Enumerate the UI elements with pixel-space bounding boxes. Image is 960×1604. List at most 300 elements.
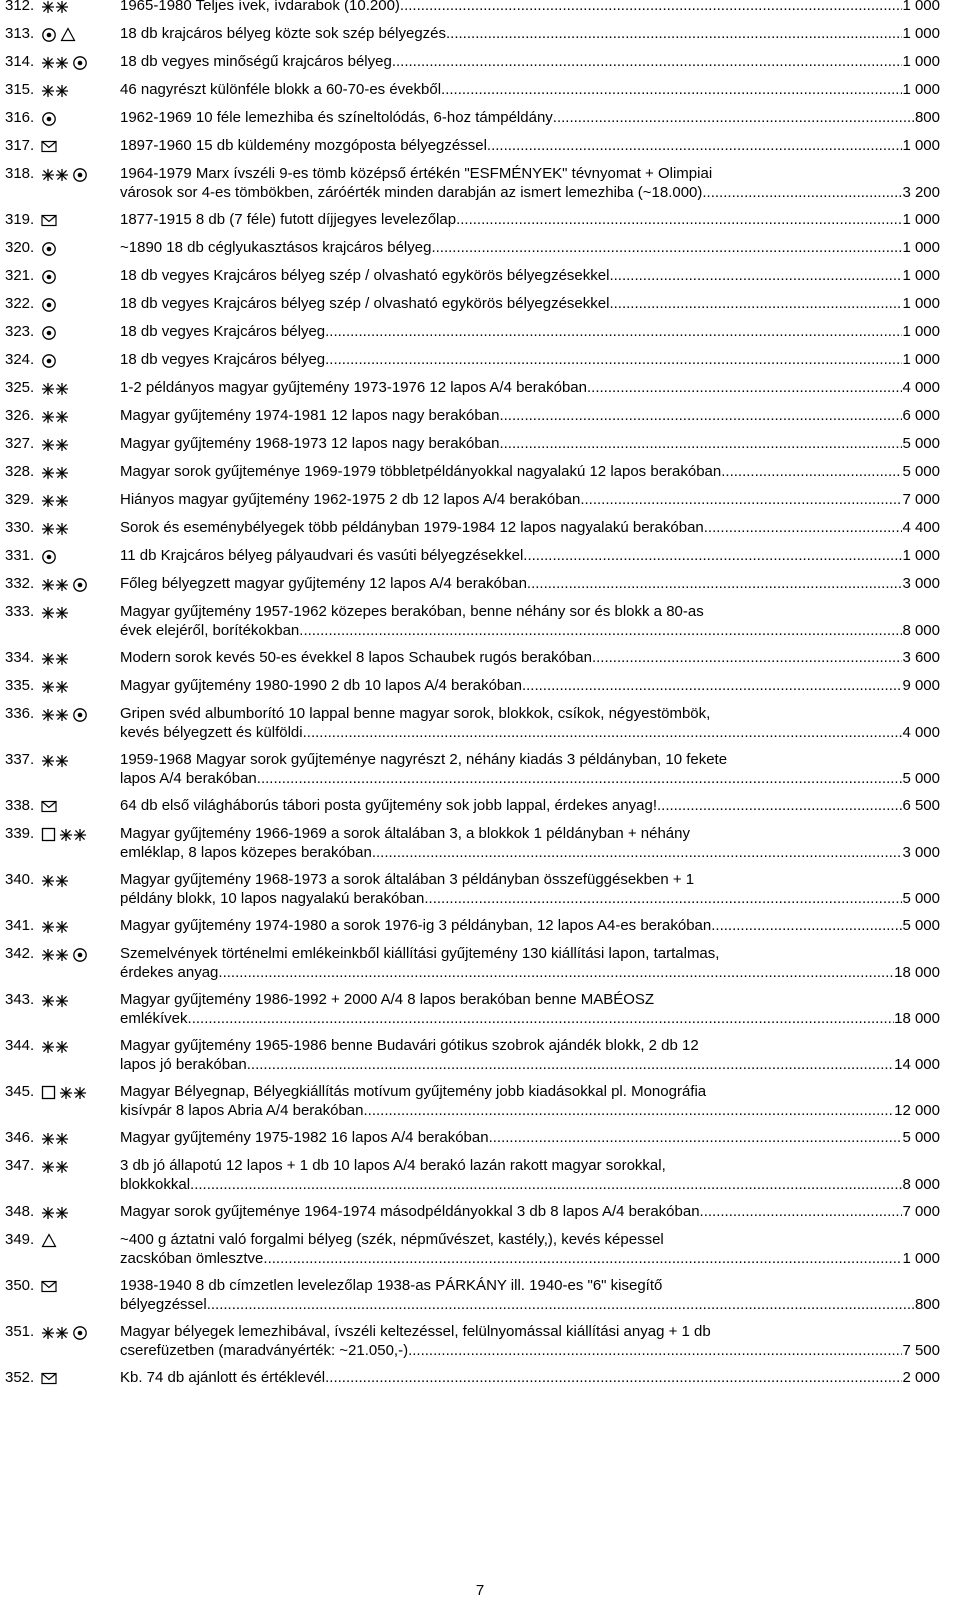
condition-icons bbox=[41, 1276, 120, 1296]
lot-entry bbox=[5, 266, 940, 286]
lot-entry bbox=[5, 648, 940, 668]
dot-leader bbox=[702, 183, 902, 202]
condition-icons bbox=[41, 322, 120, 342]
hinged-triangle-icon bbox=[60, 27, 76, 42]
condition-icons bbox=[41, 164, 120, 184]
dot-leader bbox=[364, 1101, 895, 1120]
dot-leader bbox=[424, 889, 902, 908]
lot-entry bbox=[5, 944, 940, 982]
lot-number: 342. bbox=[5, 945, 35, 962]
lot-entry bbox=[5, 1368, 940, 1388]
mint-stamp-icon bbox=[41, 494, 69, 508]
mint-stamp-icon bbox=[41, 754, 69, 768]
condition-icons bbox=[41, 378, 120, 398]
mint-stamp-icon bbox=[41, 466, 69, 480]
lot-description bbox=[120, 824, 940, 862]
condition-icons bbox=[41, 704, 120, 724]
description-text: emléklap, 8 lapos közepes berakóban bbox=[120, 844, 372, 861]
description-text: Magyar gyűjtemény 1975-1982 16 lapos A/4 berakóban bbox=[120, 1129, 489, 1146]
description-text: lapos jó berakóban bbox=[120, 1056, 247, 1073]
description-text: Kb. 74 db ajánlott és értéklevél bbox=[120, 1369, 326, 1386]
lot-price: 1 000 bbox=[902, 137, 940, 154]
lot-entry bbox=[5, 1036, 940, 1074]
description-last-line bbox=[120, 238, 940, 257]
description-text: érdekes anyag bbox=[120, 964, 219, 981]
description-last-line bbox=[120, 843, 940, 862]
lot-number: 319. bbox=[5, 211, 35, 228]
lot-number: 348. bbox=[5, 1203, 35, 1220]
description-text: 64 db első világháborús tábori posta gyűjtemény sok jobb lappal, érdekes anyag! bbox=[120, 797, 658, 814]
lot-entry bbox=[5, 1082, 940, 1120]
condition-icons bbox=[41, 1036, 120, 1056]
lot-description bbox=[120, 164, 940, 202]
lot-entry bbox=[5, 546, 940, 566]
envelope-cover-icon bbox=[41, 1372, 57, 1385]
condition-icons bbox=[41, 406, 120, 426]
description-last-line bbox=[120, 1175, 940, 1194]
lot-number: 325. bbox=[5, 379, 35, 396]
description-text: Magyar gyűjtemény 1968-1973 12 lapos nagy berakóban bbox=[120, 435, 500, 452]
lot-description bbox=[120, 1036, 940, 1074]
condition-icons bbox=[41, 546, 120, 566]
dot-leader bbox=[553, 108, 915, 127]
square-box-icon bbox=[41, 1085, 56, 1100]
dot-leader bbox=[372, 843, 903, 862]
lot-description bbox=[120, 406, 940, 425]
lot-entry bbox=[5, 796, 940, 816]
lot-price: 8 000 bbox=[902, 622, 940, 639]
lot-entry bbox=[5, 136, 940, 156]
lot-entry bbox=[5, 378, 940, 398]
dot-leader bbox=[441, 80, 902, 99]
lot-description bbox=[120, 24, 940, 43]
lot-entry bbox=[5, 52, 940, 72]
mint-stamp-icon bbox=[41, 84, 69, 98]
lot-price: 4 400 bbox=[902, 519, 940, 536]
lot-description bbox=[120, 238, 940, 257]
lot-number: 332. bbox=[5, 575, 35, 592]
lot-entry bbox=[5, 294, 940, 314]
lot-number: 336. bbox=[5, 705, 35, 722]
dot-leader bbox=[247, 1055, 894, 1074]
condition-icons bbox=[41, 648, 120, 668]
condition-icons bbox=[41, 1128, 120, 1148]
description-text: emlékívek bbox=[120, 1010, 188, 1027]
page-number: 7 bbox=[475, 1582, 485, 1599]
lot-description bbox=[120, 462, 940, 481]
lot-price: 3 000 bbox=[902, 844, 940, 861]
description-line: Magyar gyűjtemény 1986-1992 + 2000 A/4 8 lapos berakóban benne MABÉOSZ bbox=[120, 991, 655, 1008]
lot-price: 1 000 bbox=[902, 211, 940, 228]
description-last-line bbox=[120, 80, 940, 99]
mint-stamp-icon bbox=[41, 708, 69, 722]
lot-price: 5 000 bbox=[902, 917, 940, 934]
condition-icons bbox=[41, 136, 120, 156]
lot-number: 316. bbox=[5, 109, 35, 126]
lot-description bbox=[120, 574, 940, 593]
description-text: 1897-1960 15 db küldemény mozgóposta bélyegzéssel bbox=[120, 137, 487, 154]
lot-number: 317. bbox=[5, 137, 35, 154]
lot-description bbox=[120, 490, 940, 509]
envelope-cover-icon bbox=[41, 800, 57, 813]
lot-description bbox=[120, 1128, 940, 1147]
lot-description bbox=[120, 322, 940, 341]
description-last-line bbox=[120, 462, 940, 481]
description-last-line bbox=[120, 621, 940, 640]
lot-price: 1 000 bbox=[902, 53, 940, 70]
condition-icons bbox=[41, 462, 120, 482]
description-line: ~400 g áztatni való forgalmi bélyeg (szék, népművészet, kastély,), kevés képessel bbox=[120, 1231, 664, 1248]
lot-entry bbox=[5, 574, 940, 594]
description-line: 3 db jó állapotú 12 lapos + 1 db 10 lapos A/4 berakó lazán rakott magyar sorokkal, bbox=[120, 1157, 666, 1174]
description-last-line bbox=[120, 1202, 940, 1221]
description-last-line bbox=[120, 1101, 940, 1120]
description-line: 1964-1979 Marx ívszéli 9-es tömb középső értékén "ESFMÉNYEK" tévnyomat + Olimpiai bbox=[120, 165, 713, 182]
used-stamp-icon bbox=[41, 297, 57, 313]
description-text: 18 db vegyes Krajcáros bélyeg szép / olvasható egykörös bélyegzésekkel bbox=[120, 267, 610, 284]
condition-icons bbox=[41, 574, 120, 594]
used-stamp-icon bbox=[41, 353, 57, 369]
lot-price: 5 000 bbox=[902, 1129, 940, 1146]
description-text: városok sor 4-es tömbökben, záróérték minden darabján az ismert lemezhiba (~18.000) bbox=[120, 184, 703, 201]
description-last-line bbox=[120, 676, 940, 695]
description-text: Magyar sorok gyűjteménye 1964-1974 másodpéldányokkal 3 db 8 lapos A/4 berakóban bbox=[120, 1203, 700, 1220]
description-last-line bbox=[120, 916, 940, 935]
mint-stamp-icon bbox=[41, 56, 69, 70]
lot-number: 323. bbox=[5, 323, 35, 340]
lot-price: 5 000 bbox=[902, 890, 940, 907]
lot-description bbox=[120, 210, 940, 229]
description-last-line bbox=[120, 723, 940, 742]
lot-price: 7 000 bbox=[902, 491, 940, 508]
dot-leader bbox=[721, 462, 902, 481]
lot-entry bbox=[5, 490, 940, 510]
mint-stamp-icon bbox=[41, 1040, 69, 1054]
condition-icons bbox=[41, 1368, 120, 1388]
dot-leader bbox=[446, 24, 902, 43]
dot-leader bbox=[711, 916, 902, 935]
condition-icons bbox=[41, 1202, 120, 1222]
description-last-line bbox=[120, 574, 940, 593]
dot-leader bbox=[257, 769, 903, 788]
lot-entry bbox=[5, 676, 940, 696]
lot-price: 18 000 bbox=[894, 964, 940, 981]
lot-entry bbox=[5, 1156, 940, 1194]
lot-number: 338. bbox=[5, 797, 35, 814]
description-text: Sorok és eseménybélyegek több példányban 1979-1984 12 lapos nagyalakú berakóban bbox=[120, 519, 704, 536]
lot-number: 324. bbox=[5, 351, 35, 368]
mint-stamp-icon bbox=[41, 578, 69, 592]
mint-stamp-icon bbox=[41, 652, 69, 666]
lot-entry bbox=[5, 350, 940, 370]
dot-leader bbox=[325, 322, 902, 341]
lot-price: 1 000 bbox=[902, 267, 940, 284]
description-text: blokkokkal bbox=[120, 1176, 191, 1193]
description-text: 18 db vegyes Krajcáros bélyeg bbox=[120, 323, 326, 340]
lot-description bbox=[120, 1368, 940, 1387]
description-text: példány blokk, 10 lapos nagyalakú berakóban bbox=[120, 890, 425, 907]
lot-price: 4 000 bbox=[902, 379, 940, 396]
dot-leader bbox=[218, 963, 894, 982]
lot-price: 2 000 bbox=[902, 1369, 940, 1386]
condition-icons bbox=[41, 24, 120, 44]
lot-price: 1 000 bbox=[902, 239, 940, 256]
description-last-line bbox=[120, 1368, 940, 1387]
condition-icons bbox=[41, 1082, 120, 1102]
lot-price: 12 000 bbox=[894, 1102, 940, 1119]
description-line: Magyar gyűjtemény 1957-1962 közepes berakóban, benne néhány sor és blokk a 80-as bbox=[120, 603, 704, 620]
lot-number: 313. bbox=[5, 25, 35, 42]
description-text: Hiányos magyar gyűjtemény 1962-1975 2 db 12 lapos A/4 berakóban bbox=[120, 491, 581, 508]
mint-stamp-icon bbox=[41, 680, 69, 694]
lot-number: 329. bbox=[5, 491, 35, 508]
mint-stamp-icon bbox=[41, 948, 69, 962]
description-text: Magyar sorok gyűjteménye 1969-1979 többletpéldányokkal nagyalakú 12 lapos berakóban bbox=[120, 463, 722, 480]
lot-description bbox=[120, 796, 940, 815]
condition-icons bbox=[41, 602, 120, 622]
description-last-line bbox=[120, 963, 940, 982]
lot-description bbox=[120, 870, 940, 908]
dot-leader bbox=[325, 1368, 902, 1387]
mint-stamp-icon bbox=[41, 606, 69, 620]
mint-stamp-icon bbox=[41, 382, 69, 396]
lot-number: 321. bbox=[5, 267, 35, 284]
description-last-line bbox=[120, 518, 940, 537]
lot-description bbox=[120, 546, 940, 565]
description-text: Magyar gyűjtemény 1974-1981 12 lapos nagy berakóban bbox=[120, 407, 500, 424]
lot-price: 4 000 bbox=[902, 724, 940, 741]
lot-number: 352. bbox=[5, 1369, 35, 1386]
condition-icons bbox=[41, 434, 120, 454]
description-text: bélyegzéssel bbox=[120, 1296, 207, 1313]
description-text: lapos A/4 berakóban bbox=[120, 770, 257, 787]
lot-entry bbox=[5, 434, 940, 454]
dot-leader bbox=[190, 1175, 902, 1194]
used-stamp-icon bbox=[72, 167, 88, 183]
dot-leader bbox=[303, 723, 903, 742]
envelope-cover-icon bbox=[41, 214, 57, 227]
lot-description bbox=[120, 1230, 940, 1268]
condition-icons bbox=[41, 990, 120, 1010]
description-text: évek elejéről, borítékokban bbox=[120, 622, 300, 639]
lot-entry bbox=[5, 1276, 940, 1314]
lot-entry bbox=[5, 602, 940, 640]
used-stamp-icon bbox=[72, 577, 88, 593]
lot-description bbox=[120, 1202, 940, 1221]
lot-price: 5 000 bbox=[902, 435, 940, 452]
dot-leader bbox=[188, 1009, 895, 1028]
lot-number: 322. bbox=[5, 295, 35, 312]
dot-leader bbox=[523, 546, 902, 565]
dot-leader bbox=[499, 406, 902, 425]
used-stamp-icon bbox=[72, 707, 88, 723]
lot-price: 7 500 bbox=[902, 1342, 940, 1359]
lot-number: 347. bbox=[5, 1157, 35, 1174]
lot-description bbox=[120, 108, 940, 127]
condition-icons bbox=[41, 944, 120, 964]
lot-price: 18 000 bbox=[894, 1010, 940, 1027]
lot-price: 1 000 bbox=[902, 0, 940, 14]
description-text: Magyar gyűjtemény 1974-1980 a sorok 1976-ig 3 példányban, 12 lapos A4-es berakóban bbox=[120, 917, 712, 934]
description-text: kisívpár 8 lapos Abria A/4 berakóban bbox=[120, 1102, 364, 1119]
condition-icons bbox=[41, 1156, 120, 1176]
condition-icons bbox=[41, 518, 120, 538]
used-stamp-icon bbox=[41, 111, 57, 127]
dot-leader bbox=[207, 1295, 915, 1314]
lot-entry bbox=[5, 990, 940, 1028]
lot-number: 318. bbox=[5, 165, 35, 182]
dot-leader bbox=[263, 1249, 902, 1268]
used-stamp-icon bbox=[41, 549, 57, 565]
dot-leader bbox=[456, 210, 902, 229]
description-last-line bbox=[120, 108, 940, 127]
dot-leader bbox=[487, 136, 903, 155]
description-line: Magyar Bélyegnap, Bélyegkiállítás motívum gyűjtemény jobb kiadásokkal pl. Monográfia bbox=[120, 1083, 707, 1100]
dot-leader bbox=[700, 1202, 903, 1221]
lot-description bbox=[120, 648, 940, 667]
lot-description bbox=[120, 52, 940, 71]
lot-number: 335. bbox=[5, 677, 35, 694]
lot-price: 6 500 bbox=[902, 797, 940, 814]
lot-price: 1 000 bbox=[902, 351, 940, 368]
lot-entry bbox=[5, 1322, 940, 1360]
lot-number: 341. bbox=[5, 917, 35, 934]
mint-stamp-icon bbox=[41, 1326, 69, 1340]
description-last-line bbox=[120, 136, 940, 155]
description-text: 18 db vegyes Krajcáros bélyeg bbox=[120, 351, 326, 368]
lot-entry bbox=[5, 870, 940, 908]
used-stamp-icon bbox=[72, 1325, 88, 1341]
used-stamp-icon bbox=[41, 27, 57, 43]
lot-price: 1 000 bbox=[902, 25, 940, 42]
lot-price: 14 000 bbox=[894, 1056, 940, 1073]
description-last-line bbox=[120, 769, 940, 788]
lot-number: 314. bbox=[5, 53, 35, 70]
mint-stamp-icon bbox=[41, 920, 69, 934]
description-last-line bbox=[120, 183, 940, 202]
condition-icons bbox=[41, 1230, 120, 1250]
lot-entry bbox=[5, 210, 940, 230]
description-last-line bbox=[120, 1249, 940, 1268]
lot-number: 330. bbox=[5, 519, 35, 536]
lot-description bbox=[120, 704, 940, 742]
lot-description bbox=[120, 294, 940, 313]
description-last-line bbox=[120, 52, 940, 71]
dot-leader bbox=[431, 238, 902, 257]
lot-number: 345. bbox=[5, 1083, 35, 1100]
description-last-line bbox=[120, 648, 940, 667]
lot-description bbox=[120, 266, 940, 285]
condition-icons bbox=[41, 294, 120, 314]
lot-number: 346. bbox=[5, 1129, 35, 1146]
lot-number: 326. bbox=[5, 407, 35, 424]
lot-description bbox=[120, 916, 940, 935]
mint-stamp-icon bbox=[41, 1132, 69, 1146]
lot-price: 3 200 bbox=[902, 184, 940, 201]
lot-entry bbox=[5, 1230, 940, 1268]
lot-price: 1 000 bbox=[902, 1250, 940, 1267]
description-last-line bbox=[120, 378, 940, 397]
lot-number: 334. bbox=[5, 649, 35, 666]
lot-price: 1 000 bbox=[902, 295, 940, 312]
catalog-list bbox=[5, 0, 940, 1396]
dot-leader bbox=[522, 676, 903, 695]
description-line: Gripen svéd albumborító 10 lappal benne magyar sorok, blokkok, csíkok, négyestömbök, bbox=[120, 705, 711, 722]
dot-leader bbox=[489, 1128, 903, 1147]
description-last-line bbox=[120, 266, 940, 285]
lot-entry bbox=[5, 916, 940, 936]
lot-price: 9 000 bbox=[902, 677, 940, 694]
condition-icons bbox=[41, 80, 120, 100]
condition-icons bbox=[41, 490, 120, 510]
lot-description bbox=[120, 80, 940, 99]
lot-number: 337. bbox=[5, 751, 35, 768]
used-stamp-icon bbox=[72, 947, 88, 963]
dot-leader bbox=[325, 350, 902, 369]
used-stamp-icon bbox=[41, 269, 57, 285]
description-line: Szemelvények történelmi emlékeinkből kiállítási gyűjtemény 130 kiállítási lapon, tartalmas, bbox=[120, 945, 720, 962]
condition-icons bbox=[41, 750, 120, 770]
mint-stamp-icon bbox=[41, 994, 69, 1008]
lot-number: 315. bbox=[5, 81, 35, 98]
mint-stamp-icon bbox=[41, 168, 69, 182]
lot-number: 331. bbox=[5, 547, 35, 564]
description-text: kevés bélyegzett és külföldi bbox=[120, 724, 303, 741]
lot-price: 800 bbox=[914, 1296, 940, 1313]
description-text: 11 db Krajcáros bélyeg pályaudvari és vasúti bélyegzésekkel bbox=[120, 547, 524, 564]
lot-number: 320. bbox=[5, 239, 35, 256]
description-text: 18 db vegyes minőségű krajcáros bélyeg bbox=[120, 53, 392, 70]
mint-stamp-icon bbox=[41, 874, 69, 888]
lot-entry bbox=[5, 704, 940, 742]
description-text: 18 db vegyes Krajcáros bélyeg szép / olvasható egykörös bélyegzésekkel bbox=[120, 295, 610, 312]
lot-price: 1 000 bbox=[902, 323, 940, 340]
lot-number: 333. bbox=[5, 603, 35, 620]
lot-price: 6 000 bbox=[902, 407, 940, 424]
description-text: ~1890 18 db céglyukasztásos krajcáros bélyeg bbox=[120, 239, 432, 256]
description-text: Magyar gyűjtemény 1980-1990 2 db 10 lapos A/4 berakóban bbox=[120, 677, 522, 694]
lot-entry bbox=[5, 238, 940, 258]
lot-number: 328. bbox=[5, 463, 35, 480]
description-last-line bbox=[120, 434, 940, 453]
lot-entry bbox=[5, 518, 940, 538]
lot-entry bbox=[5, 24, 940, 44]
description-last-line bbox=[120, 350, 940, 369]
description-text: 46 nagyrészt különféle blokk a 60-70-es évekből bbox=[120, 81, 442, 98]
description-last-line bbox=[120, 889, 940, 908]
description-text: Főleg bélyegzett magyar gyűjtemény 12 lapos A/4 berakóban bbox=[120, 575, 527, 592]
description-last-line bbox=[120, 322, 940, 341]
mint-stamp-icon bbox=[41, 410, 69, 424]
description-text: cserefüzetben (maradványérték: ~21.050,-) bbox=[120, 1342, 409, 1359]
lot-price: 5 000 bbox=[902, 770, 940, 787]
condition-icons bbox=[41, 350, 120, 370]
mint-stamp-icon bbox=[41, 522, 69, 536]
lot-number: 349. bbox=[5, 1231, 35, 1248]
condition-icons bbox=[41, 916, 120, 936]
description-text: 1962-1969 10 féle lemezhiba és színeltolódás, 6-hoz támpéldány bbox=[120, 109, 553, 126]
lot-number: 350. bbox=[5, 1277, 35, 1294]
used-stamp-icon bbox=[41, 241, 57, 257]
dot-leader bbox=[392, 52, 903, 71]
lot-entry bbox=[5, 1202, 940, 1222]
lot-description bbox=[120, 350, 940, 369]
lot-entry bbox=[5, 462, 940, 482]
lot-entry bbox=[5, 750, 940, 788]
used-stamp-icon bbox=[41, 325, 57, 341]
description-last-line bbox=[120, 210, 940, 229]
description-text: 1965-1980 Teljes ívek, ívdarabok (10.200) bbox=[120, 0, 400, 14]
